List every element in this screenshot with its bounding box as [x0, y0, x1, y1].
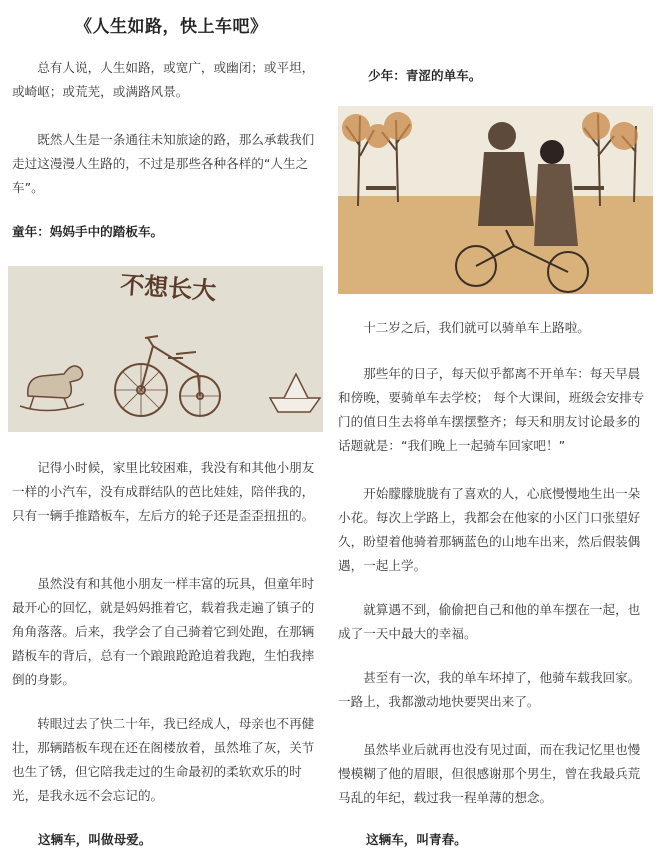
intro-paragraph-2: 既然人生是一条通往未知旅途的路，那么承载我们走过这漫漫人生路的，不过是那些各种各样的“人生之车”。 — [12, 132, 315, 195]
youth-paragraph-1: 十二岁之后，我们就可以骑单车上路啦。 — [363, 320, 590, 335]
childhood-paragraph-1: 记得小时候，家里比较困难，我没有和其他小朋友一样的小汽车，没有成群结队的芭比娃娃，陪伴我的，只有一辆手推踏板车，左后方的轮子还是歪歪扭扭的。 — [12, 460, 315, 523]
childhood-paragraph-2: 虽然没有和其他小朋友一样丰富的玩具，但童年时最开心的回忆，就是妈妈推着它，载着我走遍了镇子的角角落落。后来，我学会了自己骑着它到处跑，在那辆踏板车的背后，总有一个踉踉跄跄追着我跑，生怕我摔倒的身影。 — [12, 576, 315, 687]
tricycle-illustration — [8, 266, 323, 432]
childhood-closing: 这辆车，叫做母爱。 — [38, 832, 152, 847]
youth-paragraph-4: 就算遇不到，偷偷把自己和他的单车摆在一起，也成了一天中最大的幸福。 — [338, 602, 641, 641]
youth-paragraph-2: 那些年的日子，每天似乎都离不开单车：每天早晨和傍晚，要骑单车去学校； 每个大课间，班级会安排专门的值日生去将单车摆摆整齐；每天和朋友讨论最多的话题就是：“我们晚上一起骑车回家吧！” — [338, 366, 645, 453]
childhood-heading: 童年：妈妈手中的踏板车。 — [12, 224, 164, 239]
intro-paragraph-1: 总有人说，人生如路，或宽广，或幽闭；或平坦，或崎岖；或荒芜，或满路风景。 — [12, 60, 315, 99]
page-title: 《人生如路，快上车吧》 — [75, 17, 268, 37]
handwritten-title: 不想长大 — [119, 269, 218, 306]
childhood-paragraph-3: 转眼过去了快二十年，我已经成人，母亲也不再健壮，那辆踏板车现在还在阁楼放着，虽然堆了灰，关节也生了锈，但它陪我走过的生命最初的柔软欢乐的时光，是我永远不会忘记的。 — [12, 716, 315, 803]
youth-paragraph-6: 虽然毕业后就再也没有见过面，而在我记忆里也慢慢模糊了他的眉眼，但很感谢那个男生，曾在我最兵荒马乱的年纪，载过我一程单薄的想念。 — [338, 742, 641, 805]
youth-paragraph-5: 甚至有一次，我的单车坏掉了，他骑车载我回家。一路上，我都激动地快要哭出来了。 — [338, 670, 641, 709]
youth-paragraph-3: 开始朦朦胧胧有了喜欢的人，心底慢慢地生出一朵小花。每次上学路上，我都会在他家的小区门口张望好久，盼望着他骑着那辆蓝色的山地车出来，然后假装偶遇，一起上学。 — [338, 486, 641, 573]
bicycle-couple-illustration — [338, 106, 653, 294]
youth-closing: 这辆车，叫青春。 — [366, 832, 467, 847]
youth-heading: 少年：青涩的单车。 — [368, 68, 482, 83]
